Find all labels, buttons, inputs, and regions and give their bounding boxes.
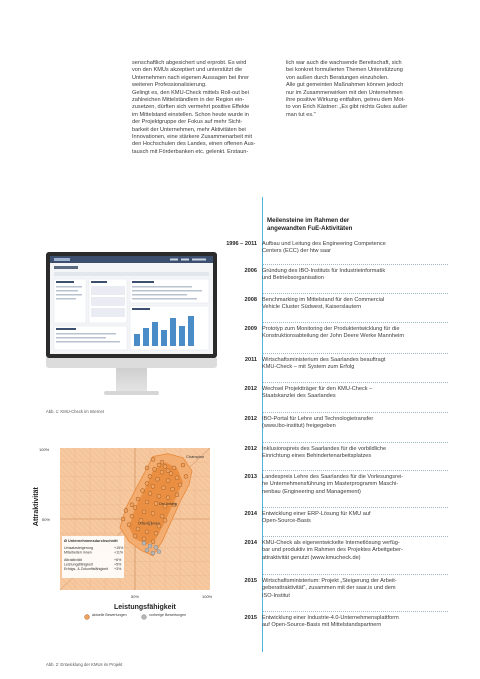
milestone-text-line: Wirtschaftsministerium des Saarlandes beauftragt bbox=[262, 357, 386, 363]
point-current bbox=[142, 510, 146, 514]
info-box-row-label: Erfolgs- & Zukunftsfähigkeit bbox=[64, 567, 108, 572]
milestone-text-line: Open-Source-Basis bbox=[262, 518, 311, 525]
milestone-text-line: KMU-Check – mit System zum Erfolg bbox=[262, 364, 355, 371]
milestone-item bbox=[200, 268, 450, 283]
milestones-heading-line-2: angewandten FuE-Aktivitäten bbox=[267, 225, 353, 232]
milestone-item bbox=[200, 446, 450, 461]
point-current bbox=[160, 514, 164, 518]
milestone-text-line: Konstruktionsabteilung der John Deere Werke Mannheim bbox=[262, 333, 404, 340]
point-current bbox=[171, 487, 175, 491]
figure-2-caption: Abb. 2: Entwicklung der KMUs im Projekt bbox=[46, 662, 123, 667]
point-previous bbox=[142, 541, 146, 545]
milestone-separator bbox=[263, 382, 448, 383]
point-current bbox=[145, 500, 149, 504]
body-text-line: senschaftlich abgesichert und erprobt. Es wird bbox=[132, 60, 247, 66]
milestone-item bbox=[200, 326, 450, 341]
body-text-line: man tut es." bbox=[286, 111, 316, 118]
body-text-line: bei konkret formulierten Themen Unterstützung bbox=[286, 67, 403, 74]
point-current bbox=[141, 489, 145, 493]
legend-marker-current bbox=[85, 615, 90, 620]
x-axis-label: Leistungsfähigkeit bbox=[114, 604, 176, 611]
point-current bbox=[175, 476, 179, 480]
milestone-text-line: Wechsel Projektträger für den KMU-Check – bbox=[262, 386, 373, 392]
x-tick-label: 50% bbox=[131, 594, 140, 599]
milestone-text-line: Benchmarking im Mittelstand für den Commercial bbox=[262, 297, 385, 303]
milestone-text bbox=[262, 511, 442, 526]
milestone-year: 2015 bbox=[244, 578, 257, 584]
point-current bbox=[153, 467, 157, 471]
body-text-line: barkeit der Unternehmen, mehr Aktivitäten bei bbox=[132, 126, 246, 133]
milestone-separator bbox=[263, 264, 448, 265]
website-mockup bbox=[50, 256, 213, 354]
milestone-separator bbox=[263, 412, 448, 413]
point-current bbox=[175, 493, 179, 497]
point-current bbox=[142, 537, 146, 541]
milestone-text-line: nenbau (Engineering and Management) bbox=[262, 488, 361, 495]
point-current bbox=[145, 530, 149, 534]
milestone-text-line: attraktivität genutzt (www.kmucheck.de) bbox=[262, 554, 361, 561]
body-text-line: nur im Zusammenwirken mit den Unternehmen bbox=[286, 89, 403, 96]
milestone-text bbox=[262, 615, 442, 630]
point-current bbox=[162, 486, 166, 490]
milestone-text-line: KMU-Check als eigenentwickelte Internetlösung verfüg- bbox=[262, 540, 400, 546]
point-current bbox=[121, 517, 125, 521]
milestone-year: 2012 bbox=[244, 416, 257, 422]
info-box-row-label: Leistungsfähigkeit bbox=[64, 562, 93, 567]
milestone-text-line: Gründung des IBO-Instituts für Industrieinformatik bbox=[262, 268, 386, 274]
milestone-separator bbox=[263, 574, 448, 575]
milestone-separator bbox=[263, 507, 448, 508]
milestone-item bbox=[200, 511, 450, 526]
point-previous bbox=[148, 544, 152, 548]
milestone-text-line: Entwicklung einer Industrie-4.0-Unternehmensplattform bbox=[262, 615, 399, 621]
milestone-year: 2014 bbox=[244, 511, 257, 517]
point-current bbox=[148, 474, 152, 478]
point-current bbox=[148, 491, 152, 495]
legend-label-current: aktuelle Bewertungen bbox=[92, 613, 127, 617]
point-previous bbox=[145, 548, 149, 552]
milestone-separator bbox=[263, 611, 448, 612]
point-current bbox=[160, 460, 164, 464]
y-tick-label: 50% bbox=[42, 517, 51, 522]
body-text-line: im Mittelstand einstellen. Schon heute wurde in bbox=[132, 111, 249, 118]
chart-inner-label: Der Anfang bbox=[159, 501, 177, 506]
kmu-check-website-screenshot bbox=[50, 256, 213, 354]
body-text-line: Unternehmen nach eigenen Aussagen bei ihrer bbox=[132, 74, 249, 81]
point-current bbox=[145, 466, 149, 470]
milestone-text bbox=[262, 386, 442, 401]
point-current bbox=[184, 474, 188, 478]
milestone-year: 2006 bbox=[244, 268, 257, 274]
point-current bbox=[151, 511, 155, 515]
milestone-separator bbox=[263, 442, 448, 443]
milestone-text bbox=[262, 326, 442, 341]
milestone-text-line: Aufbau und Leitung des Engineering Competence bbox=[262, 241, 386, 247]
point-current bbox=[172, 466, 176, 470]
point-current bbox=[124, 508, 128, 512]
info-box-row-value: +15% bbox=[114, 546, 124, 551]
milestone-text-line: bar und produktiv im Rahmen des Projektes Arbeitgeber- bbox=[262, 547, 403, 554]
body-text-left-column bbox=[132, 60, 275, 156]
point-current bbox=[151, 457, 155, 461]
milestone-text bbox=[262, 416, 442, 431]
point-current bbox=[156, 477, 160, 481]
milestone-item bbox=[200, 416, 450, 431]
body-text-line: ihre positive Wirkung entfalten, getreu dem Mot- bbox=[286, 97, 406, 104]
milestone-separator bbox=[263, 322, 448, 323]
milestone-text bbox=[262, 268, 442, 283]
milestone-text-line: Centers (ECC) der htw saar bbox=[262, 248, 332, 255]
point-current bbox=[154, 531, 158, 535]
x-tick-label: 100% bbox=[202, 594, 213, 599]
milestone-item bbox=[200, 386, 450, 401]
milestone-year: 2014 bbox=[244, 540, 257, 546]
point-current bbox=[130, 503, 134, 507]
body-text-line: Innovationen, eine stärkere Zusammenarbeit mit bbox=[132, 134, 253, 141]
milestone-text-line: IBO-Portal für Lehre und Technologietransfer bbox=[262, 416, 374, 422]
milestone-item bbox=[200, 578, 450, 600]
point-current bbox=[151, 540, 155, 544]
info-box-row-value: +5% bbox=[114, 562, 122, 567]
info-box-row-label: Umsatzsteigerung bbox=[64, 546, 93, 551]
monitor-stand-neck bbox=[116, 368, 147, 392]
body-text-line: Gelingt es, den KMU-Check mittels Roll-out bei bbox=[132, 89, 249, 96]
milestone-separator bbox=[263, 536, 448, 537]
milestones-heading bbox=[267, 217, 447, 233]
info-box-title: Ø Unternehmensdurchschnitt bbox=[64, 539, 118, 544]
point-current bbox=[163, 464, 167, 468]
point-previous bbox=[154, 545, 158, 549]
milestone-text-line: Prototyp zum Monitoring der Produktentwicklung für die bbox=[262, 326, 400, 332]
champion-label: Champion bbox=[186, 454, 205, 459]
body-text-line: den Hochschulen des Landes, einen offenen Aus- bbox=[132, 141, 256, 148]
point-current bbox=[130, 514, 134, 518]
milestone-text-line: Landespreis Lehre des Saarlandes für die Vorlesungsrei- bbox=[262, 474, 404, 480]
point-current bbox=[136, 497, 140, 501]
point-current bbox=[166, 496, 170, 500]
chart-inner-label: Unternehmen bbox=[138, 521, 160, 526]
milestone-text-line: Entwicklung einer ERP-Lösung für KMU auf bbox=[262, 511, 371, 517]
point-current bbox=[127, 523, 131, 527]
point-current bbox=[163, 518, 167, 522]
info-box-row-value: +11% bbox=[114, 550, 124, 555]
milestone-item bbox=[200, 357, 450, 372]
milestone-text-line: und Betriebsorganisation bbox=[262, 275, 324, 282]
milestones-heading-line-1: Meilensteine im Rahmen der bbox=[267, 217, 350, 224]
milestone-text-line: Staatskanzlei des Saarlandes bbox=[262, 393, 336, 400]
milestone-year: 2013 bbox=[244, 474, 257, 480]
body-text-line: zusetzen, dürften sich vermehrt positive Effekte bbox=[132, 104, 250, 111]
milestone-text-line: geberattraktivität", zusammen mit der saar.is und dem bbox=[262, 585, 396, 592]
milestone-text-line: Einrichtung eines Behindertenarbeitsplatzes bbox=[262, 453, 372, 460]
point-current bbox=[166, 469, 170, 473]
milestone-text bbox=[262, 474, 442, 496]
milestone-year: 2012 bbox=[244, 386, 257, 392]
milestone-text bbox=[262, 297, 442, 312]
milestone-item bbox=[200, 297, 450, 312]
kmu-development-chart bbox=[30, 440, 220, 655]
milestone-separator bbox=[263, 293, 448, 294]
point-current bbox=[154, 501, 158, 505]
point-current bbox=[166, 479, 170, 483]
y-tick-label: 100% bbox=[39, 447, 50, 452]
body-text-line: zahlreichen Mittelständlern in der Region ein- bbox=[132, 97, 245, 104]
point-current bbox=[136, 527, 140, 531]
milestone-text bbox=[262, 357, 442, 372]
milestone-year: 1996 – 2011 bbox=[226, 241, 257, 247]
milestone-item bbox=[200, 241, 450, 256]
body-text-right-column bbox=[286, 60, 431, 119]
milestone-text-line: he Unternehmensführung im Masterprogramm Maschi- bbox=[262, 481, 399, 488]
monitor-chin bbox=[46, 358, 217, 368]
milestone-item bbox=[200, 615, 450, 630]
figure-1-caption: Abb. 1: KMU-Check im Internet bbox=[46, 409, 104, 414]
milestone-text-line: auf Open-Source-Basis mit Mittelstandspartnern bbox=[262, 622, 382, 629]
point-current bbox=[181, 463, 185, 467]
milestone-year: 2009 bbox=[244, 326, 257, 332]
milestone-text bbox=[262, 241, 442, 256]
milestone-text-line: Inklusionspreis des Saarlandes für die vorbildliche bbox=[262, 446, 387, 452]
point-current bbox=[151, 484, 155, 488]
milestone-text bbox=[262, 540, 442, 562]
point-previous bbox=[151, 551, 155, 555]
milestone-item bbox=[200, 540, 450, 562]
monitor-stand-base bbox=[104, 391, 159, 395]
milestone-item bbox=[200, 474, 450, 496]
body-text-line: weiteren Professionalisierung. bbox=[132, 82, 207, 89]
milestone-year: 2012 bbox=[244, 446, 257, 452]
body-text-line: Alle gut gemeinten Maßnahmen können jedoch bbox=[286, 82, 404, 89]
legend-marker-previous bbox=[142, 615, 147, 620]
info-box-row-value: +6% bbox=[114, 558, 122, 563]
milestone-year: 2008 bbox=[244, 297, 257, 303]
point-previous bbox=[157, 550, 161, 554]
body-text-line: der Projektgruppe der Fokus auf mehr Sicht- bbox=[132, 119, 243, 126]
milestone-text-line: (www.ibo-institut) freigegeben bbox=[262, 423, 336, 430]
milestone-text bbox=[262, 446, 442, 461]
point-current bbox=[133, 534, 137, 538]
info-box-row-label: Attraktivität bbox=[64, 558, 82, 563]
milestone-year: 2015 bbox=[244, 615, 257, 621]
y-axis-label: Attraktivität bbox=[33, 487, 40, 527]
point-current bbox=[157, 494, 161, 498]
milestone-text-line: ISO-Institut bbox=[262, 592, 290, 599]
point-current bbox=[145, 482, 149, 486]
info-box-row-label: Mitarbeiter/ innen bbox=[64, 550, 92, 555]
body-text-line: tausch mit Förderbanken etc. gelenkt. Erstaun- bbox=[132, 148, 249, 155]
milestone-text bbox=[262, 578, 442, 600]
milestone-text-line: Vehicle Cluster Südwest, Kaiserslautern bbox=[262, 304, 362, 311]
legend-label-previous: vorherige Bewertungen bbox=[149, 613, 187, 617]
info-box-row-value: +3% bbox=[114, 567, 122, 572]
body-text-line: lich war auch die wachsende Bereitschaft, sich bbox=[286, 60, 402, 66]
point-current bbox=[160, 470, 164, 474]
monitor-frame bbox=[46, 252, 217, 358]
milestone-text-line: Wirtschaftsministerium: Projekt „Steigerung der Arbeit- bbox=[262, 578, 397, 584]
body-text-line: to von Erich Kästner: „Es gibt nichts Gutes außer bbox=[286, 104, 408, 111]
body-text-line: von außen durch Beratungen einzuholen. bbox=[286, 74, 389, 81]
point-current bbox=[178, 483, 182, 487]
milestone-separator bbox=[263, 470, 448, 471]
milestone-year: 2011 bbox=[244, 357, 257, 363]
body-text-line: von den KMUs akzeptiert und unterstützt die bbox=[132, 67, 243, 74]
milestone-separator bbox=[263, 353, 448, 354]
